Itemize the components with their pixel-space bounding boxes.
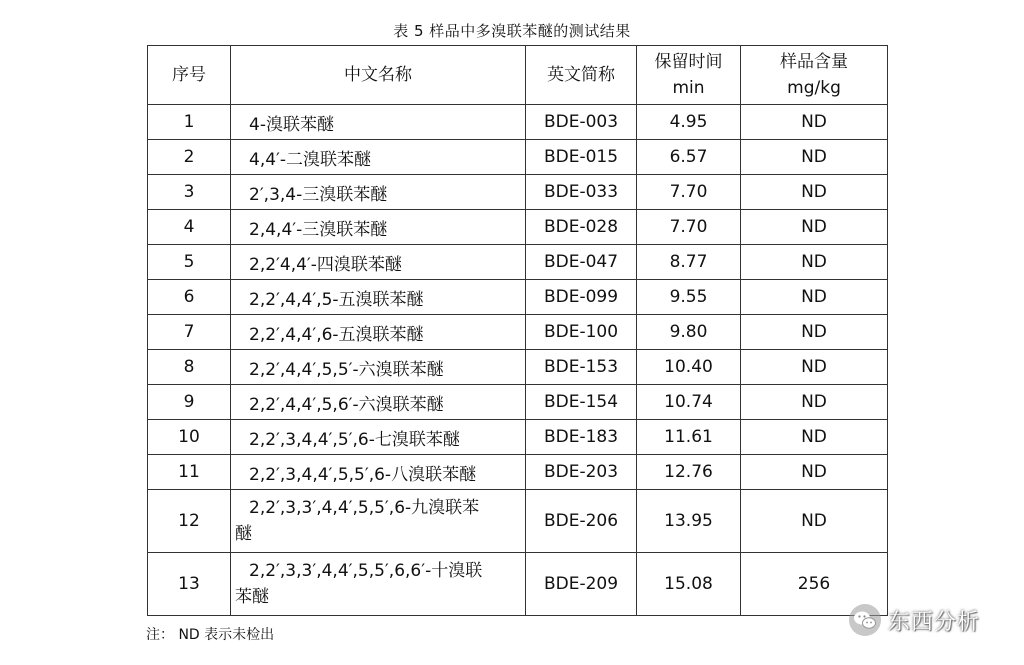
table-row xyxy=(148,210,888,245)
cell-cn-name: 4,4′-二溴联苯醚 xyxy=(231,140,526,175)
table-row xyxy=(148,105,888,140)
cell-retention: 13.95 xyxy=(637,490,741,553)
cell-cn-name: 2′,3,4-三溴联苯醚 xyxy=(231,175,526,210)
cell-retention: 15.08 xyxy=(637,553,741,616)
header-content-title: 样品含量 xyxy=(780,52,848,72)
cell-abbr: BDE-100 xyxy=(526,315,637,350)
cell-retention: 9.80 xyxy=(637,315,741,350)
cell-cn-name-line1: 2,2′,3,3′,4,4′,5,5′,6,6′-十溴联 xyxy=(249,561,483,581)
table-row xyxy=(148,490,888,553)
cell-no: 11 xyxy=(148,455,231,490)
cell-retention: 12.76 xyxy=(637,455,741,490)
cell-content: ND xyxy=(741,315,888,350)
cell-content: ND xyxy=(741,245,888,280)
footnote: 注： ND 表示未检出 xyxy=(146,627,275,643)
cell-content: ND xyxy=(741,140,888,175)
cell-cn-name: 2,2′,3,4,4′,5′,6-七溴联苯醚 xyxy=(231,420,526,455)
cell-cn-name: 2,2′,3,4,4′,5,5′,6-八溴联苯醚 xyxy=(231,455,526,490)
header-no: 序号 xyxy=(148,46,231,105)
cell-content: ND xyxy=(741,105,888,140)
cell-content: ND xyxy=(741,350,888,385)
cell-no: 3 xyxy=(148,175,231,210)
cell-no: 1 xyxy=(148,105,231,140)
header-en-abbr: 英文简称 xyxy=(526,46,637,105)
cell-no: 12 xyxy=(148,490,231,553)
cell-cn-name: 2,2′,4,4′,5-五溴联苯醚 xyxy=(231,280,526,315)
cell-no: 7 xyxy=(148,315,231,350)
table-row xyxy=(148,350,888,385)
cell-content: 256 xyxy=(741,553,888,616)
cell-no: 8 xyxy=(148,350,231,385)
cell-abbr: BDE-047 xyxy=(526,245,637,280)
cell-retention: 11.61 xyxy=(637,420,741,455)
cell-abbr: BDE-099 xyxy=(526,280,637,315)
table-row xyxy=(148,245,888,280)
table-row xyxy=(148,420,888,455)
cell-cn-name-line1: 2,2′,3,3′,4,4′,5,5′,6-九溴联苯 xyxy=(249,498,480,518)
cell-content: ND xyxy=(741,455,888,490)
cell-abbr: BDE-033 xyxy=(526,175,637,210)
cell-content: ND xyxy=(741,210,888,245)
table-row xyxy=(148,455,888,490)
wechat-icon xyxy=(848,603,882,637)
cell-cn-name: 2,2′,4,4′,5,5′-六溴联苯醚 xyxy=(231,350,526,385)
header-content-unit: mg/kg xyxy=(787,78,841,98)
cell-content: ND xyxy=(741,175,888,210)
cell-cn-name-line2: 苯醚 xyxy=(235,587,269,607)
table-row xyxy=(148,385,888,420)
cell-abbr: BDE-183 xyxy=(526,420,637,455)
cell-retention: 6.57 xyxy=(637,140,741,175)
cell-abbr: BDE-028 xyxy=(526,210,637,245)
cell-no: 5 xyxy=(148,245,231,280)
cell-no: 9 xyxy=(148,385,231,420)
header-content xyxy=(741,46,888,105)
cell-retention: 8.77 xyxy=(637,245,741,280)
cell-content: ND xyxy=(741,420,888,455)
cell-cn-name: 4-溴联苯醚 xyxy=(231,105,526,140)
cell-cn-name: 2,2′4,4′-四溴联苯醚 xyxy=(231,245,526,280)
watermark-text: 东西分析 xyxy=(888,609,981,635)
cell-abbr: BDE-203 xyxy=(526,455,637,490)
cell-abbr: BDE-015 xyxy=(526,140,637,175)
table-row xyxy=(148,315,888,350)
table-caption: 表 5 样品中多溴联苯醚的测试结果 xyxy=(393,22,631,40)
cell-abbr: BDE-206 xyxy=(526,490,637,553)
cell-abbr: BDE-003 xyxy=(526,105,637,140)
cell-cn-name: 2,2′,4,4′,5,6′-六溴联苯醚 xyxy=(231,385,526,420)
cell-cn-name: 2,4,4′-三溴联苯醚 xyxy=(231,210,526,245)
table-row xyxy=(148,280,888,315)
table-row xyxy=(148,553,888,616)
table-row xyxy=(148,175,888,210)
cell-no: 2 xyxy=(148,140,231,175)
cell-retention: 10.74 xyxy=(637,385,741,420)
cell-content: ND xyxy=(741,490,888,553)
cell-abbr: BDE-209 xyxy=(526,553,637,616)
cell-no: 6 xyxy=(148,280,231,315)
cell-abbr: BDE-153 xyxy=(526,350,637,385)
cell-content: ND xyxy=(741,385,888,420)
header-row xyxy=(148,46,888,105)
cell-no: 4 xyxy=(148,210,231,245)
cell-retention: 10.40 xyxy=(637,350,741,385)
cell-cn-name xyxy=(231,553,526,616)
results-table xyxy=(147,45,888,616)
header-retention xyxy=(637,46,741,105)
cell-abbr: BDE-154 xyxy=(526,385,637,420)
cell-cn-name-line2: 醚 xyxy=(235,524,252,544)
cell-content: ND xyxy=(741,280,888,315)
header-cn-name: 中文名称 xyxy=(231,46,526,105)
table-row xyxy=(148,140,888,175)
cell-cn-name: 2,2′,4,4′,6-五溴联苯醚 xyxy=(231,315,526,350)
cell-no: 10 xyxy=(148,420,231,455)
cell-retention: 7.70 xyxy=(637,175,741,210)
cell-retention: 9.55 xyxy=(637,280,741,315)
watermark xyxy=(848,603,980,637)
header-retention-title: 保留时间 xyxy=(654,52,723,72)
cell-no: 13 xyxy=(148,553,231,616)
header-retention-unit: min xyxy=(672,78,705,98)
cell-cn-name xyxy=(231,490,526,553)
cell-retention: 7.70 xyxy=(637,210,741,245)
cell-retention: 4.95 xyxy=(637,105,741,140)
